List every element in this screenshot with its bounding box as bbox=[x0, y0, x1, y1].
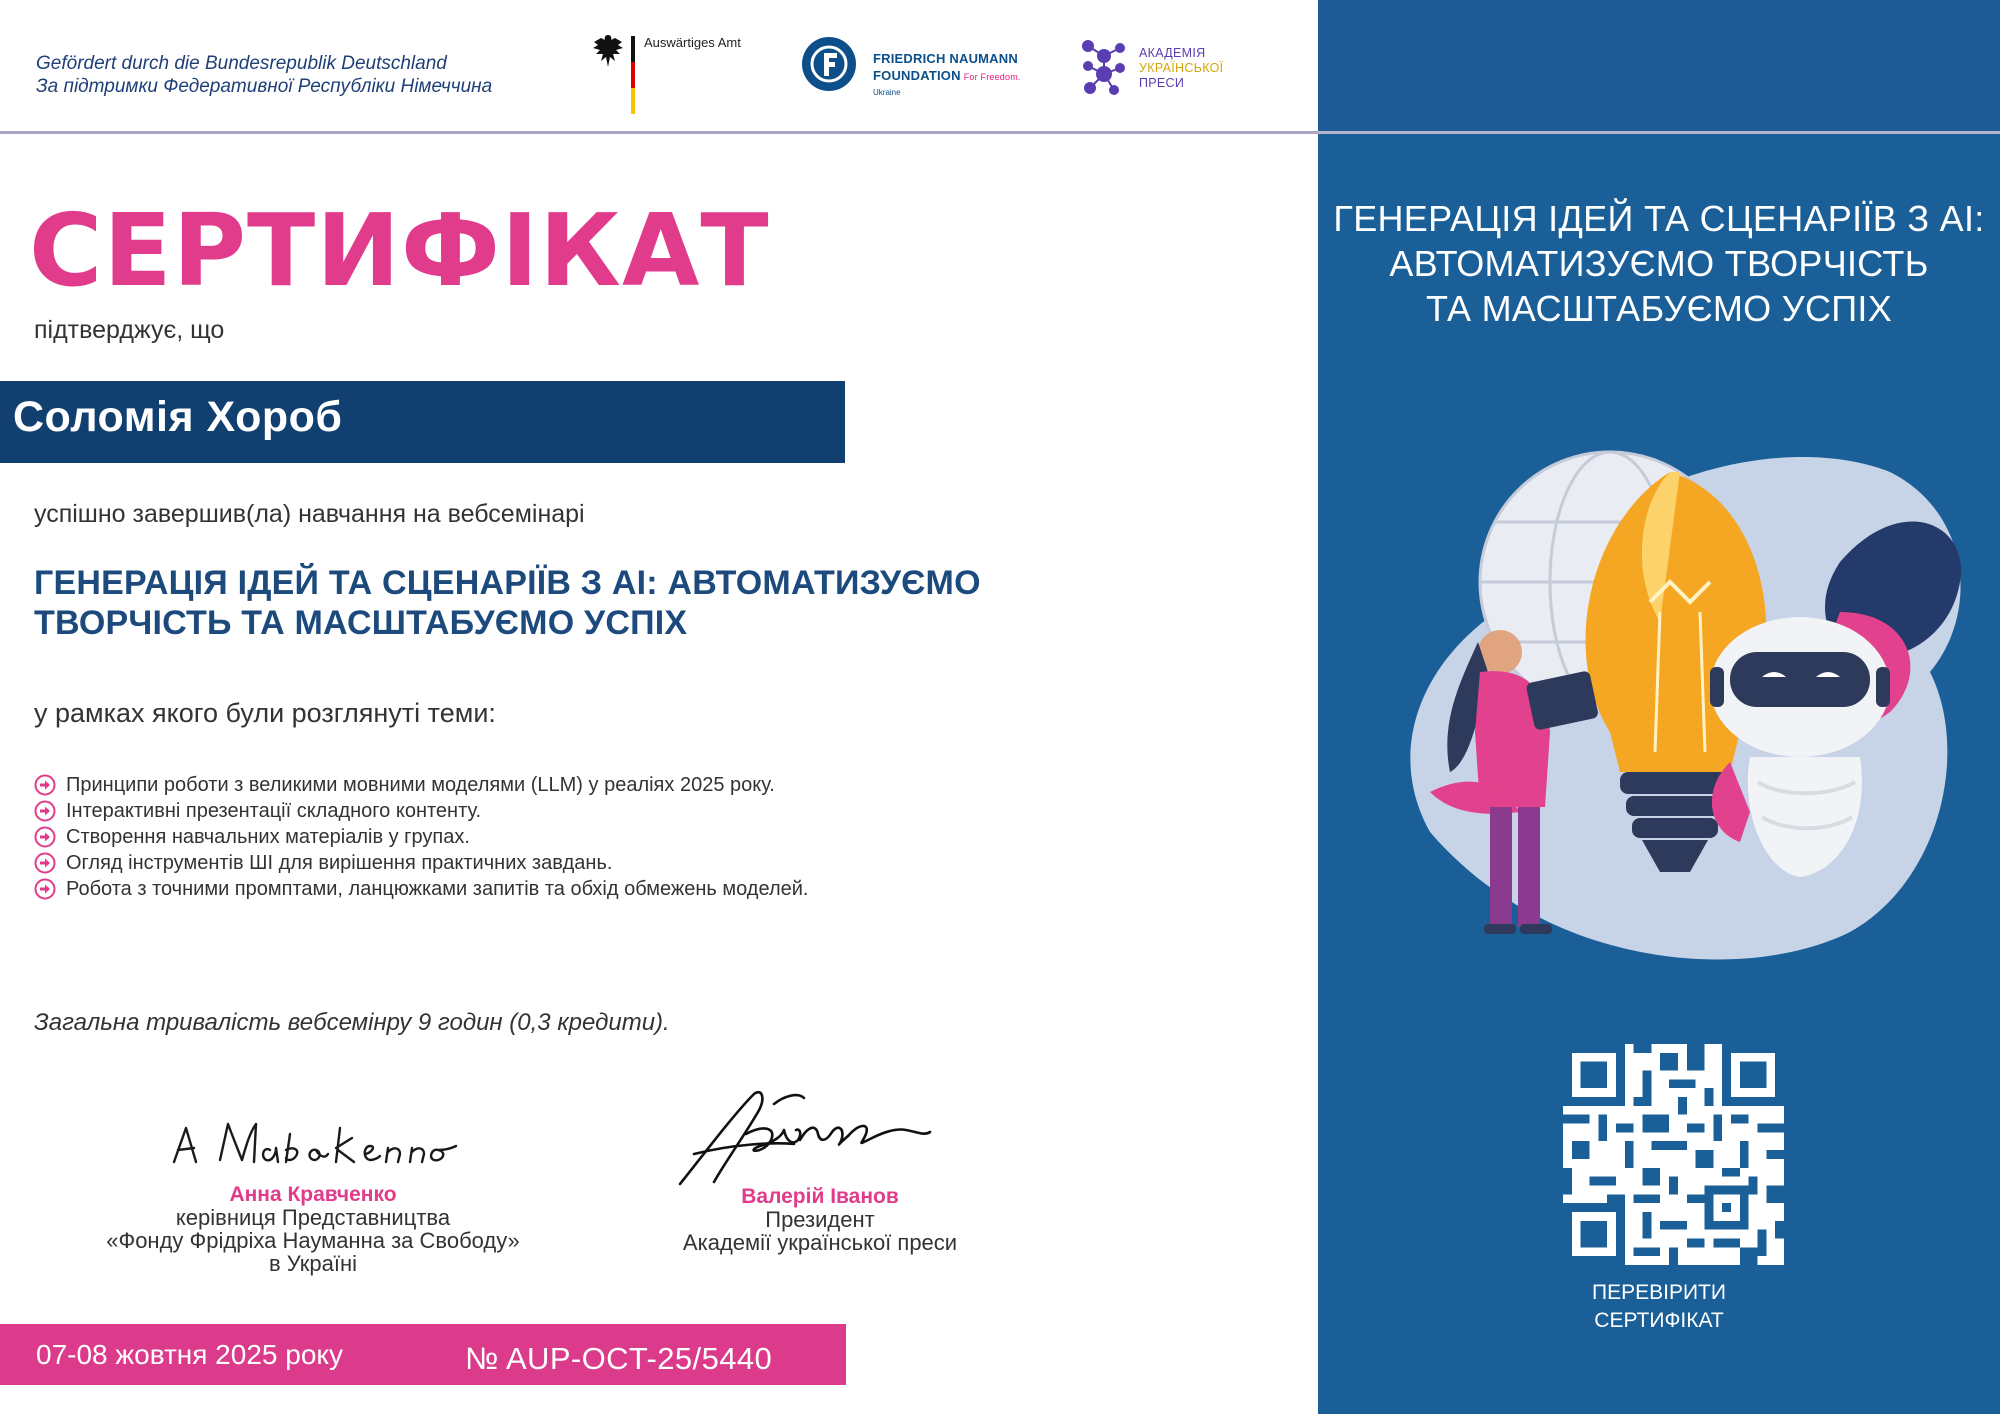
list-item: Робота з точними промптами, ланцюжками запитів та обхід обмежень моделей. bbox=[34, 876, 808, 902]
signer-role: в Україні bbox=[268, 1251, 358, 1276]
list-item: Створення навчальних матеріалів у групах. bbox=[34, 824, 808, 850]
aup-network-logo-icon bbox=[1074, 34, 1132, 100]
signer-role: Президент bbox=[765, 1207, 875, 1232]
support-de: Gefördert durch die Bundesrepublik Deutschland bbox=[36, 53, 447, 74]
list-item: Інтерактивні презентації складного контенту. bbox=[34, 798, 808, 824]
duration-text: Загальна тривалість вебсемінру 9 годин (0,3 кредити). bbox=[34, 1009, 670, 1036]
completed-text: успішно завершив(ла) навчання на вебсемінарі bbox=[34, 500, 585, 528]
auswaertiges-amt-label: Auswärtiges Amt bbox=[644, 35, 741, 50]
course-title-panel: ГЕНЕРАЦІЯ ІДЕЙ ТА СЦЕНАРІЇВ З AI: АВТОМАТИЗУЄМО ТВОРЧІСТЬ ТА МАСШТАБУЄМО УСПІХ bbox=[1333, 198, 1985, 329]
right-panel-top bbox=[1318, 0, 2000, 134]
topics-list bbox=[34, 772, 808, 902]
signature-kravchenko bbox=[168, 1110, 458, 1176]
certificate-header bbox=[0, 0, 1318, 130]
header-divider bbox=[0, 131, 1318, 134]
event-date: 07-08 жовтня 2025 року bbox=[36, 1339, 343, 1370]
support-statement bbox=[36, 52, 492, 98]
signer-role: Академії української преси bbox=[682, 1230, 958, 1255]
course-title: ГЕНЕРАЦІЯ ІДЕЙ ТА СЦЕНАРІЇВ З AI: АВТОМАТИЗУЄМО ТВОРЧІСТЬ ТА МАСШТАБУЄМО УСПІХ bbox=[34, 564, 981, 642]
signer-ivanov bbox=[620, 1185, 1020, 1254]
german-eagle-icon bbox=[592, 33, 624, 69]
verify-certificate-link[interactable]: ПЕРЕВІРИТИ СЕРТИФІКАТ bbox=[1592, 1281, 1726, 1332]
list-item: Принципи роботи з великими мовними моделями (LLM) у реаліях 2025 року. bbox=[34, 772, 808, 798]
arrow-circle-icon bbox=[34, 852, 56, 874]
fnf-name: FRIEDRICH NAUMANN FOUNDATION For Freedom. bbox=[873, 51, 1021, 83]
right-panel-divider bbox=[1318, 131, 2000, 134]
signer-role: «Фонду Фрідріха Науманна за Свободу» bbox=[106, 1228, 520, 1253]
qr-code[interactable] bbox=[1563, 1044, 1784, 1265]
confirms-text: підтверджує, що bbox=[34, 316, 225, 344]
list-item: Огляд інструментів ШІ для вирішення практичних завдань. bbox=[34, 850, 808, 876]
fnf-country: Ukraine bbox=[873, 88, 901, 97]
signer-name: Валерій Іванов bbox=[741, 1185, 899, 1208]
arrow-circle-icon bbox=[34, 774, 56, 796]
signer-role: керівниця Представництва bbox=[175, 1205, 451, 1230]
signer-name: Анна Кравченко bbox=[229, 1183, 397, 1206]
certificate-title: СЕРТИФІКАТ bbox=[29, 192, 770, 309]
signer-kravchenko bbox=[68, 1183, 558, 1275]
certificate-number: № AUP-OCT-25/5440 bbox=[465, 1341, 773, 1376]
signature-ivanov bbox=[674, 1084, 934, 1194]
topics-intro: у рамках якого були розглянуті теми: bbox=[34, 698, 496, 728]
arrow-circle-icon bbox=[34, 800, 56, 822]
fnf-logo-icon bbox=[801, 36, 857, 92]
ai-lightbulb-illustration bbox=[1370, 412, 1970, 972]
german-flag-bar bbox=[631, 36, 635, 114]
recipient-name: Соломія Хороб bbox=[13, 393, 343, 441]
aup-name: АКАДЕМІЯ УКРАЇНСЬКОЇ ПРЕСИ bbox=[1139, 46, 1224, 90]
arrow-circle-icon bbox=[34, 826, 56, 848]
right-panel bbox=[1318, 0, 2000, 1414]
arrow-circle-icon bbox=[34, 878, 56, 900]
support-uk: За підтримки Федеративної Республіки Німеччина bbox=[36, 76, 493, 97]
